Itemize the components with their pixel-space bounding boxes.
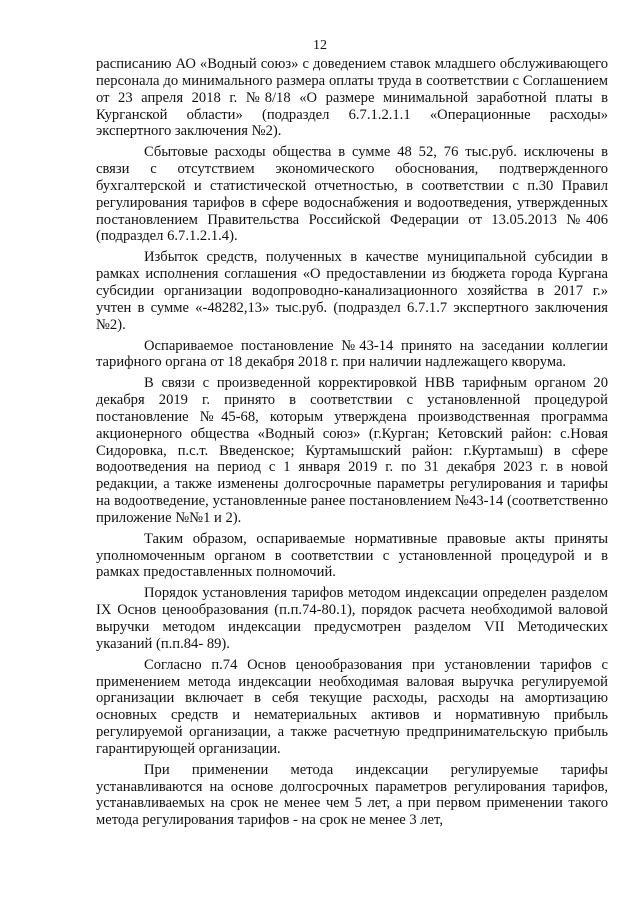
- paragraph-long-term-parameters: При применении метода индексации регулируемые тарифы устанавливаются на основе долгосрочных параметров регулирования тарифов, устанавливаемых на срок не менее чем 5 лет, а при первом применении такого метода регулирования тарифов - на срок не менее 3 лет,: [96, 761, 608, 829]
- paragraph-conclusion: Таким образом, оспариваемые нормативные правовые акты приняты уполномоченным органом в соответствии с установленной процедурой и в рамках предоставленных полномочий.: [96, 530, 608, 581]
- paragraph-1-continued: расписанию АО «Водный союз» с доведением ставок младшего обслуживающего персонала до минимального размера оплаты труда в соответствии с Соглашением от 23 апреля 2018 г. №8/18 «О размере минимальной заработной платы в Курганской области» (подраздел 6.7.1.2.1.1 «Операционные расходы» экспертного заключения №2).: [96, 56, 608, 140]
- paragraph-resolution-45-68: В связи с произведенной корректировкой НВВ тарифным органом 20 декабря 2019 г. принято в соответствии с установленной процедурой постановление №45-68, которым утверждена производственная программа акционерного общества «Водный союз» (г.Курган; Кетовский район: с.Новая Сидоровка, п.с.т. Введенское; Куртамышский район: г.Куртамыш) в сфере водоотведения на период с 1 января 2019 г. по 31 декабря 2023 г. в новой редакции, а также изменены долгосрочные параметры регулирования и тарифы на водоотведение, установленные ранее постановлением №43-14 (соответственно приложение №№1 и 2).: [96, 375, 608, 526]
- document-body: [96, 56, 608, 829]
- paragraph-indexation-procedure: Порядок установления тарифов методом индексации определен разделом IX Основ ценообразования (п.п.74-80.1), порядок расчета необходимой валовой выручки методом индексации предусмотрен разделом VII Методических указаний (п.п.84- 89).: [96, 585, 608, 652]
- paragraph-resolution-43-14: Оспариваемое постановление №43-14 принято на заседании коллегии тарифного органа от 18 декабря 2018 г. при наличии надлежащего кворума.: [96, 337, 608, 371]
- paragraph-subsidy-surplus: Избыток средств, полученных в качестве муниципальной субсидии в рамках исполнения соглашения «О предоставлении из бюджета города Кургана субсидии организации водопроводно-канализационного хозяйства в 2017 г.» учтен в сумме «-48282,13» тыс.руб. (подраздел 6.7.1.7 экспертного заключения №2).: [96, 249, 608, 333]
- paragraph-sales-expenses: Сбытовые расходы общества в сумме 48 52, 76 тыс.руб. исключены в связи с отсутствием экономического обоснования, подтвержденного бухгалтерской и статистической отчетностью, в соответствии с п.30 Правил регулирования тарифов в сфере водоснабжения и водоотведения, утвержденных постановлением Правительства Российской Федерации от 13.05.2013 №406 (подраздел 6.7.1.2.1.4).: [96, 144, 608, 245]
- paragraph-clause-74: Согласно п.74 Основ ценообразования при установлении тарифов с применением метода индексации необходимая валовая выручка регулируемой организации включает в себя текущие расходы, расходы на амортизацию основных средств и нематериальных активов и нормативную прибыль регулируемой организации, а также расчетную предпринимательскую прибыль гарантирующей организации.: [96, 656, 608, 757]
- page-number: 12: [313, 38, 327, 53]
